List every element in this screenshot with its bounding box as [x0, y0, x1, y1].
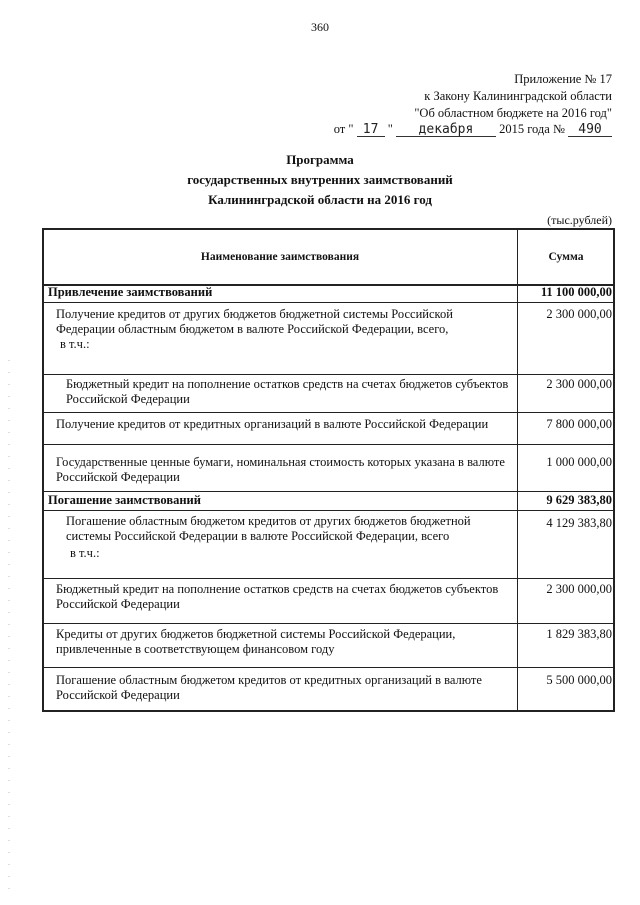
- row-budget-repayment-sub: в т.ч.:: [70, 546, 100, 560]
- row-budget-repayment-sum: 4 129 383,80: [546, 516, 612, 530]
- row-divider: [44, 302, 613, 303]
- units-label: (тыс.рублей): [547, 213, 612, 227]
- row-securities-sum: 1 000 000,00: [546, 455, 612, 469]
- row-commercial-credits-sum: 7 800 000,00: [546, 417, 612, 431]
- row-securities-name: Государственные ценные бумаги, номинальная стоимость которых указана в валюте Российской Федерации: [56, 455, 505, 484]
- law-title: "Об областном бюджете на 2016 год": [414, 106, 612, 120]
- header-name: Наименование заимствования: [200, 251, 360, 263]
- row-divider: [44, 510, 613, 511]
- row-attraction-sum: 11 100 000,00: [540, 285, 612, 299]
- row-divider: [44, 374, 613, 375]
- row-repayment-sum: 9 629 383,80: [546, 493, 612, 507]
- row-attraction-name: Привлечение заимствований: [48, 285, 213, 299]
- header-sum: Сумма: [548, 251, 584, 263]
- row-other-budget-credits-sum: 1 829 383,80: [546, 627, 612, 641]
- date-prefix: от ": [333, 122, 354, 136]
- date-day: 17: [357, 123, 385, 137]
- row-divider: [44, 623, 613, 624]
- date-month: декабря: [396, 123, 496, 137]
- law-date-line: [334, 122, 612, 137]
- row-divider: [44, 491, 613, 492]
- row-budget-repayment-name: Погашение областным бюджетом кредитов от других бюджетов бюджетной системы Российской Федерации в валюте Российской Федерации, всего: [66, 514, 471, 543]
- program-region-year: Калининградской области на 2016 год: [208, 192, 432, 207]
- date-quote: ": [387, 122, 393, 136]
- row-budget-credit-balance-sum: 2 300 000,00: [546, 377, 612, 391]
- row-other-budget-credits-name: Кредиты от других бюджетов бюджетной системы Российской Федерации, привлеченные в соответствующем финансовом году: [56, 627, 456, 656]
- law-reference: к Закону Калининградской области: [424, 89, 612, 103]
- row-commercial-repayment-sum: 5 500 000,00: [546, 673, 612, 687]
- program-title: Программа: [286, 152, 354, 167]
- row-budget-credits-sub: в т.ч.:: [60, 337, 90, 351]
- program-subtitle: государственных внутренних заимствований: [187, 172, 453, 187]
- row-commercial-repayment-name: Погашение областным бюджетом кредитов от кредитных организаций в валюте Российской Федерации: [56, 673, 482, 702]
- row-budget-credit-balance-name: Бюджетный кредит на пополнение остатков средств на счетах бюджетов субъектов Российской Федерации: [66, 377, 509, 406]
- date-year: 2015 года №: [499, 122, 565, 136]
- row-repayment-name: Погашение заимствований: [48, 493, 201, 507]
- appendix-label: Приложение № 17: [514, 72, 612, 86]
- law-number: 490: [568, 123, 612, 137]
- row-budget-credits-sum: 2 300 000,00: [546, 307, 612, 321]
- row-budget-credits-name: Получение кредитов от других бюджетов бюджетной системы Российской Федерации областным бюджетом в валюте Российской Федерации, всего,: [56, 307, 453, 336]
- scan-margin-dots: [8, 360, 10, 900]
- row-repay-balance-credit-name: Бюджетный кредит на пополнение остатков средств на счетах бюджетов субъектов Российской Федерации: [56, 582, 499, 611]
- row-divider: [44, 444, 613, 445]
- row-divider: [44, 412, 613, 413]
- row-divider: [44, 667, 613, 668]
- borrowings-table: [42, 228, 615, 712]
- row-repay-balance-credit-sum: 2 300 000,00: [546, 582, 612, 596]
- page-number: 360: [311, 20, 329, 34]
- row-commercial-credits-name: Получение кредитов от кредитных организаций в валюте Российской Федерации: [56, 417, 489, 431]
- row-divider: [44, 578, 613, 579]
